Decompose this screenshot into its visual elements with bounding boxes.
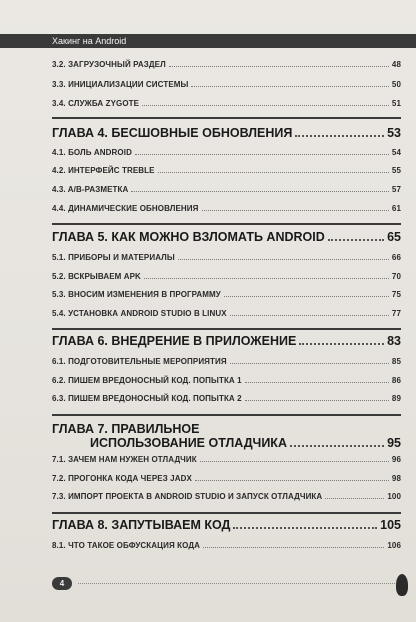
toc-entry-title: 6.1. ПОДГОТОВИТЕЛЬНЫЕ МЕРОПРИЯТИЯ [52, 357, 227, 366]
dot-leader [144, 278, 389, 279]
toc-entry-page: 86 [391, 376, 401, 385]
dot-leader [131, 191, 389, 192]
dot-leader [203, 547, 384, 548]
chapter-divider [52, 414, 401, 416]
chapter-title: ГЛАВА 5. КАК МОЖНО ВЗЛОМАТЬ ANDROID [52, 230, 325, 244]
toc-entry-4-2[interactable] [52, 166, 401, 175]
toc-entry-5-4[interactable] [52, 309, 401, 318]
toc-entry-title: 4.2. ИНТЕРФЕЙС TREBLE [52, 166, 155, 175]
toc-entry-page: 61 [391, 204, 401, 213]
dot-leader [233, 527, 377, 529]
dot-leader [299, 343, 384, 345]
toc-entry-page: 96 [391, 455, 401, 464]
chapter-5-heading[interactable] [52, 230, 401, 244]
dot-leader [202, 210, 389, 211]
footer-dot-line [78, 583, 395, 584]
dot-leader [224, 296, 389, 297]
chapter-divider [52, 117, 401, 119]
toc-entry-3-4[interactable] [52, 99, 401, 108]
toc-entry-title: 5.1. ПРИБОРЫ И МАТЕРИАЛЫ [52, 253, 175, 262]
chapter-page: 83 [387, 334, 401, 348]
toc-entry-5-1[interactable] [52, 253, 401, 262]
dot-leader [295, 135, 384, 137]
toc-entry-page: 98 [391, 474, 401, 483]
toc-entry-4-4[interactable] [52, 204, 401, 213]
toc-entry-title: 5.4. УСТАНОВКА ANDROID STUDIO В LINUX [52, 309, 227, 318]
toc-entry-title: 6.3. ПИШЕМ ВРЕДОНОСНЫЙ КОД. ПОПЫТКА 2 [52, 394, 242, 403]
toc-entry-title: 7.1. ЗАЧЕМ НАМ НУЖЕН ОТЛАДЧИК [52, 455, 197, 464]
toc-entry-page: 57 [391, 185, 401, 194]
toc-entry-6-3[interactable] [52, 394, 401, 403]
toc-entry-4-3[interactable] [52, 185, 401, 194]
chapter-title: ГЛАВА 6. ВНЕДРЕНИЕ В ПРИЛОЖЕНИЕ [52, 334, 297, 348]
toc-entry-7-2[interactable] [52, 474, 401, 483]
toc-entry-title: 7.3. ИМПОРТ ПРОЕКТА В ANDROID STUDIO И ЗАПУСК ОТЛАДЧИКА [52, 492, 323, 501]
dot-leader [230, 315, 389, 316]
toc-entry-title: 4.1. БОЛЬ ANDROID [52, 148, 132, 157]
dot-leader [142, 105, 389, 106]
chapter-divider [52, 223, 401, 225]
chapter-page: 65 [387, 230, 401, 244]
dot-leader [169, 66, 389, 67]
toc-entry-3-3[interactable] [52, 80, 401, 89]
toc-entry-page: 50 [391, 80, 401, 89]
toc-entry-5-3[interactable] [52, 290, 401, 299]
toc-entry-page: 75 [391, 290, 401, 299]
toc-entry-page: 66 [391, 253, 401, 262]
dot-leader [245, 400, 389, 401]
chapter-page: 95 [387, 436, 401, 450]
chapter-title: ГЛАВА 4. БЕСШОВНЫЕ ОБНОВЛЕНИЯ [52, 126, 293, 140]
toc-entry-page: 55 [391, 166, 401, 175]
toc-entry-page: 85 [391, 357, 401, 366]
toc-entry-page: 77 [391, 309, 401, 318]
toc-entry-title: 3.3. ИНИЦИАЛИЗАЦИИ СИСТЕМЫ [52, 80, 189, 89]
toc-entry-title: 5.2. ВСКРЫВАЕМ APK [52, 272, 141, 281]
toc-entry-title: 7.2. ПРОГОНКА КОДА ЧЕРЕЗ JADX [52, 474, 192, 483]
toc-entry-title: 3.2. ЗАГРУЗОЧНЫЙ РАЗДЕЛ [52, 60, 166, 69]
chapter-divider [52, 512, 401, 514]
toc-entry-6-2[interactable] [52, 376, 401, 385]
dot-leader [328, 239, 384, 241]
footer-ornament-icon [396, 574, 408, 596]
chapter-4-heading[interactable] [52, 126, 401, 140]
toc-entry-title: 6.2. ПИШЕМ ВРЕДОНОСНЫЙ КОД. ПОПЫТКА 1 [52, 376, 242, 385]
toc-entry-4-1[interactable] [52, 148, 401, 157]
toc-entry-page: 106 [387, 541, 401, 550]
chapter-title: ГЛАВА 8. ЗАПУТЫВАЕМ КОД [52, 518, 231, 532]
chapter-6-heading[interactable] [52, 334, 401, 348]
toc-entry-title: 5.3. ВНОСИМ ИЗМЕНЕНИЯ В ПРОГРАММУ [52, 290, 221, 299]
chapter-8-heading[interactable] [52, 518, 401, 532]
toc-entry-page: 48 [391, 60, 401, 69]
toc-entry-title: 4.4. ДИНАМИЧЕСКИЕ ОБНОВЛЕНИЯ [52, 204, 199, 213]
header-title: Хакинг на Android [52, 36, 127, 46]
dot-leader [325, 498, 384, 499]
dot-leader [230, 363, 389, 364]
dot-leader [290, 445, 384, 447]
toc-entry-7-3[interactable] [52, 492, 401, 501]
chapter-title: ИСПОЛЬЗОВАНИЕ ОТЛАДЧИКА [90, 436, 287, 450]
dot-leader [245, 382, 389, 383]
toc-entry-5-2[interactable] [52, 272, 401, 281]
chapter-divider [52, 328, 401, 330]
page-number-badge: 4 [52, 577, 72, 590]
toc-entry-title: 8.1. ЧТО ТАКОЕ ОБФУСКАЦИЯ КОДА [52, 541, 200, 550]
chapter-7-heading[interactable] [90, 432, 401, 450]
chapter-page: 53 [387, 126, 401, 140]
dot-leader [200, 461, 389, 462]
dot-leader [195, 480, 389, 481]
toc-entry-page: 100 [387, 492, 401, 501]
toc-entry-page: 70 [391, 272, 401, 281]
toc-entry-title: 3.4. СЛУЖБА ZYGOTE [52, 99, 140, 108]
toc-entry-page: 54 [391, 148, 401, 157]
toc-entry-8-1[interactable] [52, 541, 401, 550]
toc-entry-6-1[interactable] [52, 357, 401, 366]
toc-entry-page: 89 [391, 394, 401, 403]
toc-entry-title: 4.3. A/B-РАЗМЕТКА [52, 185, 129, 194]
chapter-page: 105 [380, 518, 401, 532]
chapter-7-heading-line1: ГЛАВА 7. ПРАВИЛЬНОЕ [52, 422, 200, 436]
dot-leader [191, 86, 388, 87]
dot-leader [158, 172, 389, 173]
toc-entry-page: 51 [391, 99, 401, 108]
dot-leader [178, 259, 389, 260]
page-footer [52, 576, 401, 590]
toc-entry-7-1[interactable] [52, 455, 401, 464]
dot-leader [135, 154, 389, 155]
toc-entry-3-2[interactable] [52, 60, 401, 69]
